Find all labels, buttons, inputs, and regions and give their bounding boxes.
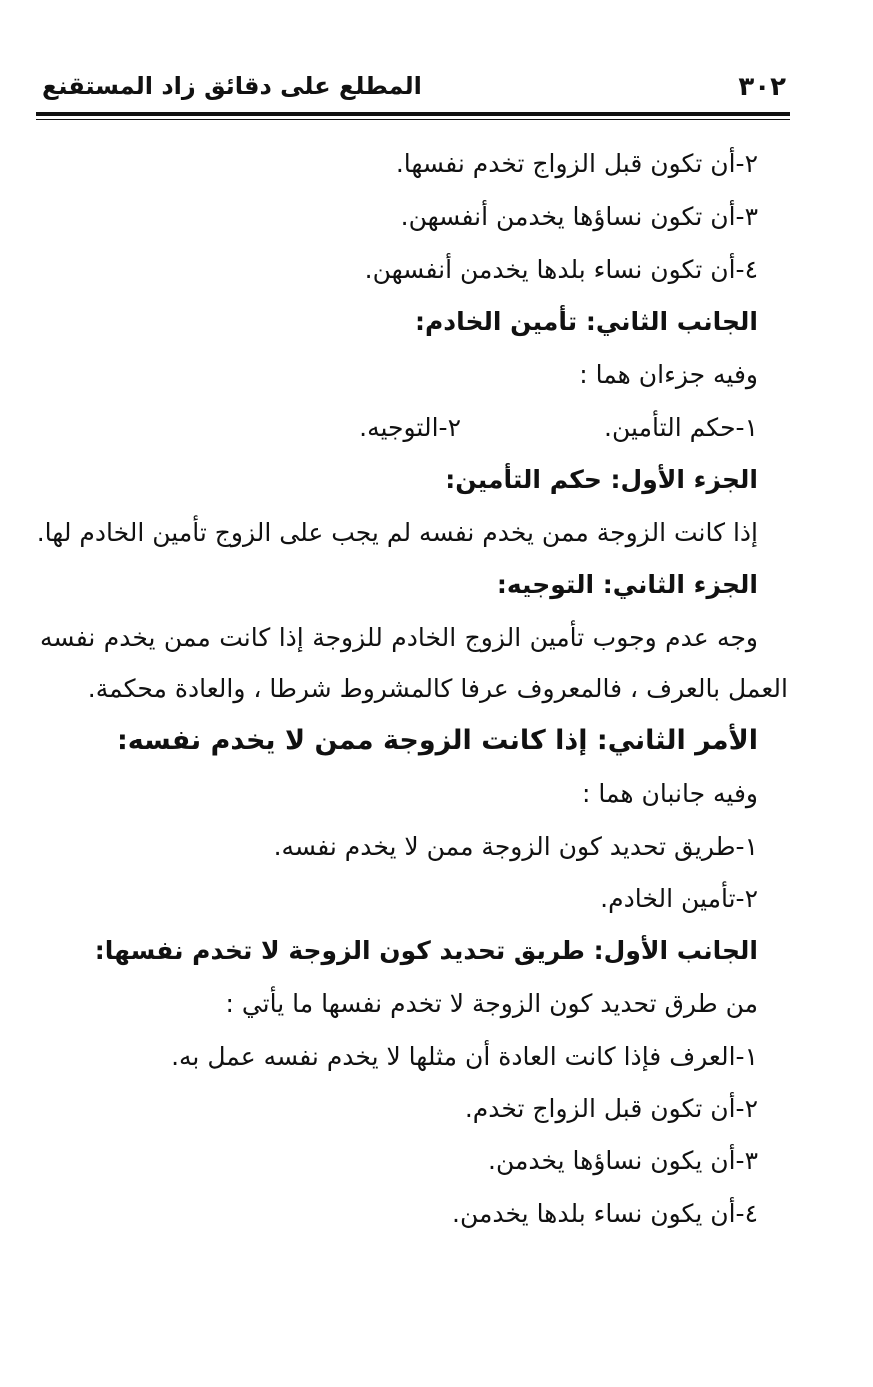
header-rule-thick [36, 112, 790, 116]
page-number: ٣٠٢ [738, 72, 786, 102]
running-title: المطلع على دقائق زاد المستقنع [42, 72, 422, 100]
list-item: ٢-تأمين الخادم. [600, 884, 758, 913]
paragraph: العمل بالعرف ، فالمعروف عرفا كالمشروط شرطا ، والعادة محكمة. [87, 674, 788, 703]
paragraph: وفيه جانبان هما : [581, 779, 758, 808]
header-rule-thin [36, 119, 790, 120]
section-heading: الجزء الثاني: التوجيه: [496, 570, 758, 599]
list-item: ١-العرف فإذا كانت العادة أن مثلها لا يخدم نفسه عمل به. [171, 1042, 758, 1071]
list-item: ٣-أن يكون نساؤها يخدمن. [488, 1146, 758, 1175]
list-item: ١-طريق تحديد كون الزوجة ممن لا يخدم نفسه. [273, 832, 758, 861]
section-heading: الجانب الأول: طريق تحديد كون الزوجة لا تخدم نفسها: [94, 936, 758, 965]
section-heading: الأمر الثاني: إذا كانت الزوجة ممن لا يخدم نفسه: [116, 725, 758, 756]
list-item: ٤-أن تكون نساء بلدها يخدمن أنفسهن. [364, 255, 758, 284]
section-heading: الجزء الأول: حكم التأمين: [445, 465, 758, 494]
list-item: ٢-أن تكون قبل الزواج تخدم نفسها. [395, 149, 758, 178]
paragraph: وفيه جزءان هما : [579, 360, 758, 389]
paragraph: إذا كانت الزوجة ممن يخدم نفسه لم يجب على الزوج تأمين الخادم لها. [36, 518, 758, 547]
list-item: ٤-أن يكون نساء بلدها يخدمن. [452, 1199, 758, 1228]
page-header [36, 68, 790, 108]
paragraph: من طرق تحديد كون الزوجة لا تخدم نفسها ما يأتي : [225, 989, 758, 1018]
section-heading: الجانب الثاني: تأمين الخادم: [414, 307, 758, 336]
list-item: ١-حكم التأمين. [604, 413, 758, 442]
paragraph: وجه عدم وجوب تأمين الزوج الخادم للزوجة إذا كانت ممن يخدم نفسه [40, 623, 758, 652]
list-item: ٢-أن تكون قبل الزواج تخدم. [464, 1094, 758, 1123]
list-item: ٣-أن تكون نساؤها يخدمن أنفسهن. [400, 202, 758, 231]
list-item: ٢-التوجيه. [359, 413, 461, 442]
